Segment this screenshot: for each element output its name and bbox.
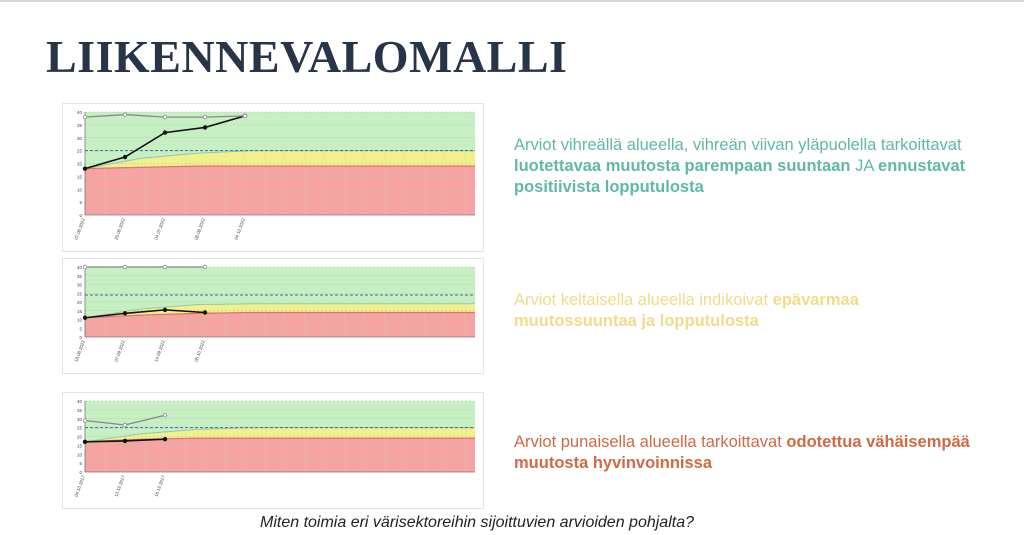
x-tick-label: 05.10.2022 [193, 339, 206, 363]
y-tick-label: 10 [76, 317, 82, 323]
y-tick-label: 30 [76, 282, 82, 288]
series-point-1 [203, 115, 207, 119]
description-highlight: odotettua vähäisempää muutosta hyvinvoinnissa [514, 433, 970, 472]
y-tick-label: 35 [76, 273, 82, 279]
y-tick-label: 30 [76, 135, 82, 141]
y-tick-label: 10 [76, 187, 82, 193]
description-highlight: epävarmaa muutossuuntaa ja lopputulosta [514, 291, 859, 330]
page-title: LIIKENNEVALOMALLI [46, 31, 568, 82]
red-zone-description [514, 432, 984, 474]
series-point-0 [163, 308, 167, 312]
red-zone-area [85, 166, 475, 215]
series-point-1 [83, 115, 87, 119]
series-point-0 [83, 440, 87, 444]
x-tick-label: 07.06.2022 [73, 217, 86, 241]
x-tick-label: 07.09.2022 [113, 339, 126, 363]
series-point-1 [243, 114, 247, 118]
chart-red-example [62, 392, 484, 509]
x-tick-label: 14.09.2022 [153, 339, 166, 363]
series-point-0 [123, 312, 127, 316]
y-tick-label: 40 [76, 110, 82, 115]
x-tick-label: 08.08.2022 [193, 217, 206, 241]
red-zone-area [85, 313, 475, 338]
chart-green-example [62, 103, 484, 252]
series-point-1 [163, 265, 167, 269]
x-tick-label: 13.12.2017 [113, 474, 126, 498]
series-point-1 [163, 115, 167, 119]
series-point-1 [163, 413, 167, 417]
y-tick-label: 5 [79, 200, 82, 206]
series-point-0 [163, 131, 167, 135]
y-tick-label: 20 [76, 161, 82, 167]
x-tick-label: 04.07.2022 [153, 217, 166, 241]
series-point-0 [123, 155, 127, 159]
x-tick-label: 04.10.2017 [73, 474, 86, 498]
y-tick-label: 0 [79, 335, 82, 340]
y-tick-label: 15 [76, 308, 82, 314]
y-tick-label: 0 [79, 470, 82, 475]
chart-svg [63, 393, 483, 508]
y-tick-label: 15 [76, 174, 82, 180]
series-point-0 [123, 439, 127, 443]
series-point-1 [123, 423, 127, 427]
chart-yellow-example [62, 258, 484, 374]
x-tick-label: 04.10.2022 [233, 217, 246, 241]
x-tick-label: 20.06.2022 [113, 217, 126, 241]
top-border [0, 0, 1024, 2]
series-point-0 [83, 167, 87, 171]
y-tick-label: 5 [79, 461, 82, 467]
y-tick-label: 20 [76, 300, 82, 305]
series-point-1 [203, 265, 207, 269]
y-tick-label: 35 [76, 407, 82, 413]
series-point-1 [123, 265, 127, 269]
y-tick-label: 40 [76, 265, 82, 270]
x-tick-label: 18.08.2022 [73, 339, 86, 363]
series-point-1 [83, 419, 87, 423]
chart-svg [63, 104, 483, 251]
red-zone-area [85, 438, 475, 472]
description-text: Arviot vihreällä alueella, vihreän viivan yläpuolella tarkoittavat [514, 136, 962, 154]
description-text: JA [850, 157, 879, 175]
y-tick-label: 25 [76, 425, 82, 431]
series-point-0 [83, 316, 87, 320]
description-text: Arviot keltaisella alueella indikoivat [514, 291, 773, 309]
description-text: Arviot punaisella alueella tarkoittavat [514, 433, 787, 451]
series-point-0 [163, 437, 167, 441]
y-tick-label: 25 [76, 148, 82, 154]
series-point-0 [203, 126, 207, 130]
series-point-0 [203, 311, 207, 315]
yellow-zone-description [514, 290, 984, 332]
chart-svg [63, 259, 483, 373]
series-point-1 [123, 113, 127, 117]
y-tick-label: 0 [79, 213, 82, 218]
green-zone-description [514, 135, 984, 198]
x-tick-label: 16.12.2017 [153, 474, 166, 498]
description-highlight: ennustavat positiivista lopputulosta [514, 157, 966, 196]
description-highlight: luotettavaa muutosta parempaan suuntaan [514, 157, 851, 175]
y-tick-label: 35 [76, 122, 82, 128]
y-tick-label: 5 [79, 326, 82, 332]
y-tick-label: 20 [76, 434, 82, 440]
y-tick-label: 30 [76, 416, 82, 422]
y-tick-label: 25 [76, 291, 82, 297]
series-point-1 [83, 265, 87, 269]
y-tick-label: 15 [76, 443, 82, 449]
y-tick-label: 10 [76, 452, 82, 458]
y-tick-label: 40 [76, 399, 82, 404]
footer-question: Miten toimia eri värisektoreihin sijoittuvien arvioiden pohjalta? [260, 514, 694, 531]
